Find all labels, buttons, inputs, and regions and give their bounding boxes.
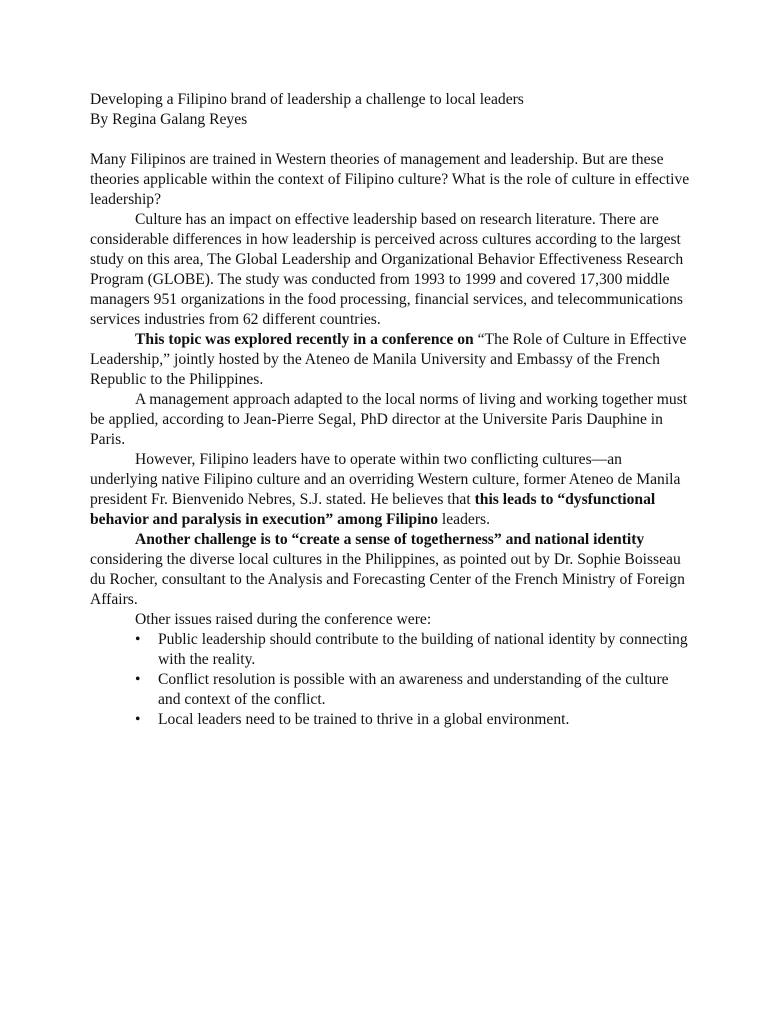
paragraph-nebres — [90, 450, 690, 530]
paragraph-togetherness — [90, 530, 690, 610]
paragraph-nebres-bold: this leads to “dysfunctional behavior and paralysis in execution” among Filipino — [90, 491, 656, 528]
bullet-icon: • — [135, 671, 141, 688]
paragraph-globe-study: Culture has an impact on effective leadership based on research literature. There are considerable differences in how leadership is perceived across cultures according to the largest study on this area, The Global Leadership and Organizational Behavior Effectiveness Research Program (GLOBE). The study was conducted from 1993 to 1999 and covered 17,300 middle managers 951 organizations in the food processing, financial services, and telecommunications services industries from 62 different countries. — [90, 211, 684, 328]
paragraph-togetherness-text: considering the diverse local cultures in the Philippines, as pointed out by Dr. Sophie Boisseau du Rocher, consultant to the Analysis and Forecasting Center of the French Ministry of Foreign Affairs. — [90, 551, 685, 608]
article-header — [90, 90, 690, 130]
paragraph-togetherness-bold: Another challenge is to “create a sense of togetherness” and national identity — [135, 531, 645, 548]
list-item — [90, 710, 690, 730]
paragraph-conference-bold: This topic was explored recently in a conference on — [135, 331, 474, 348]
issues-list — [90, 630, 690, 730]
article-byline: By Regina Galang Reyes — [90, 111, 248, 128]
paragraph-nebres-text: However, Filipino leaders have to operate within two conflicting cultures—an underlying native Filipino culture and an overriding Western culture, former Ateneo de Manila president Fr. Bienvenido Nebres, S.J. stated. He believes that — [90, 451, 681, 508]
list-item-text: Local leaders need to be trained to thrive in a global environment. — [158, 711, 570, 728]
list-item-text: Conflict resolution is possible with an awareness and understanding of the culture and context of the conflict. — [158, 671, 669, 708]
article-body — [90, 90, 690, 730]
paragraph-nebres-end: leaders. — [438, 511, 490, 528]
list-item — [90, 670, 690, 710]
list-item-text: Public leadership should contribute to the building of national identity by connecting with the reality. — [158, 631, 688, 668]
list-item — [90, 630, 690, 670]
paragraph-conference-text: “The Role of Culture in Effective Leadership,” jointly hosted by the Ateneo de Manila University and Embassy of the French Republic to the Philippines. — [90, 331, 687, 388]
paragraph-other-issues: Other issues raised during the conference were: — [135, 611, 432, 628]
bullet-icon: • — [135, 711, 141, 728]
paragraph-conference — [90, 330, 690, 390]
paragraph-intro: Many Filipinos are trained in Western theories of management and leadership. But are these theories applicable within the context of Filipino culture? What is the role of culture in effective leadership? — [90, 151, 690, 208]
paragraph-segal: A management approach adapted to the local norms of living and working together must be applied, according to Jean-Pierre Segal, PhD director at the Universite Paris Dauphine in Paris. — [90, 391, 688, 448]
bullet-icon: • — [135, 631, 141, 648]
article-title: Developing a Filipino brand of leadership a challenge to local leaders — [90, 91, 524, 108]
